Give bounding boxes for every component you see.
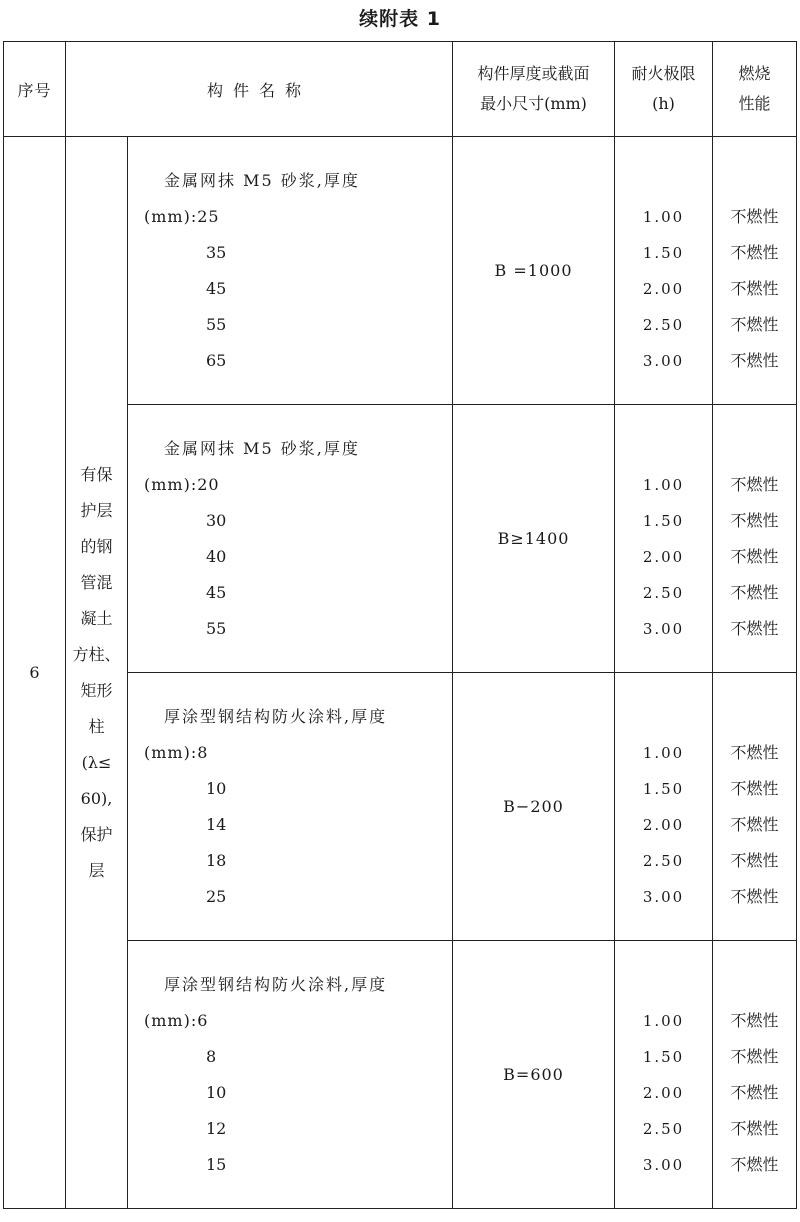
burn-value: 不燃性: [730, 582, 779, 602]
component-name: [128, 405, 453, 673]
min-dimension: B=600: [453, 941, 615, 1209]
fire-limit-value: 2.50: [642, 851, 685, 870]
thickness-line: [128, 1003, 452, 1039]
burn-value: 不燃性: [730, 1118, 779, 1138]
header-seq: 序号: [4, 42, 66, 137]
burn-performance: [713, 673, 797, 941]
thickness-value: 20: [197, 474, 220, 494]
thickness-line: [128, 307, 452, 343]
component-name: [128, 941, 453, 1209]
component-name: [128, 137, 453, 405]
thickness-value: 14: [206, 814, 227, 834]
thickness-line: [128, 879, 452, 915]
thickness-line: [128, 1039, 452, 1075]
fire-limit-value: 1.50: [642, 511, 685, 530]
thickness-value: 25: [197, 206, 220, 226]
thickness-prefix: (mm):: [144, 742, 198, 762]
thickness-prefix: (mm):: [144, 474, 198, 494]
thickness-value: 10: [206, 1082, 227, 1102]
fire-limit-value: 2.00: [642, 1083, 685, 1102]
thickness-line: [128, 539, 452, 575]
burn-performance: [713, 137, 797, 405]
burn-value: 不燃性: [730, 474, 779, 494]
burn-value: 不燃性: [730, 814, 779, 834]
fire-limit-value: 2.00: [642, 815, 685, 834]
burn-value: 不燃性: [730, 1154, 779, 1174]
thickness-line: [128, 1075, 452, 1111]
thickness-line: [128, 467, 452, 503]
row-seq: 6: [4, 137, 66, 1209]
thickness-line: [128, 1147, 452, 1183]
thickness-value: 55: [206, 618, 227, 638]
fire-limits: [615, 137, 713, 405]
fire-limits: [615, 673, 713, 941]
header-name: 构件名称: [66, 42, 453, 137]
component-name-line: 厚涂型钢结构防火涂料,厚度: [164, 706, 388, 726]
header-burn-line1: 燃烧: [738, 64, 771, 83]
fire-limit-value: 1.50: [642, 243, 685, 262]
burn-value: 不燃性: [730, 510, 779, 530]
thickness-value: 45: [206, 278, 227, 298]
thickness-line: [128, 611, 452, 647]
thickness-value: 45: [206, 582, 227, 602]
category-line: 护层: [80, 500, 113, 520]
category-line: 管混: [80, 572, 113, 592]
category-line: 柱: [88, 716, 105, 736]
burn-value: 不燃性: [730, 742, 779, 762]
fire-limit-value: 2.50: [642, 1119, 685, 1138]
thickness-value: 10: [206, 778, 227, 798]
burn-value: 不燃性: [730, 206, 779, 226]
category-line: 的钢: [80, 536, 113, 556]
fire-limit-value: 1.00: [642, 475, 685, 494]
thickness-value: 30: [206, 510, 227, 530]
category-line: 保护: [80, 824, 113, 844]
category-line: 有保: [80, 464, 113, 484]
fire-limit-value: 2.00: [642, 279, 685, 298]
fire-limit-value: 1.00: [642, 743, 685, 762]
table-title: 续附表 1: [359, 8, 441, 30]
burn-value: 不燃性: [730, 314, 779, 334]
header-burn-line2: 性能: [738, 94, 771, 113]
thickness-prefix: (mm):: [144, 206, 198, 226]
component-name: [128, 673, 453, 941]
burn-value: 不燃性: [730, 278, 779, 298]
fire-limit-value: 3.00: [642, 619, 685, 638]
header-size: [453, 42, 615, 137]
thickness-line: [128, 843, 452, 879]
header-row: [4, 42, 797, 137]
thickness-line: [128, 199, 452, 235]
thickness-value: 25: [206, 886, 227, 906]
thickness-line: [128, 575, 452, 611]
thickness-line: [128, 235, 452, 271]
fire-limit-value: 2.00: [642, 547, 685, 566]
thickness-value: 65: [206, 350, 227, 370]
category-line: 凝土: [80, 608, 113, 628]
burn-value: 不燃性: [730, 778, 779, 798]
component-name-line: 金属网抹 M5 砂浆,厚度: [164, 438, 360, 458]
thickness-line: [128, 735, 452, 771]
fire-limit-value: 1.50: [642, 779, 685, 798]
burn-value: 不燃性: [730, 350, 779, 370]
thickness-prefix: (mm):: [144, 1010, 198, 1030]
burn-value: 不燃性: [730, 1010, 779, 1030]
burn-value: 不燃性: [730, 886, 779, 906]
fire-limits: [615, 405, 713, 673]
thickness-value: 18: [206, 850, 227, 870]
fire-limit-value: 1.00: [642, 1011, 685, 1030]
thickness-line: [128, 343, 452, 379]
category-name: [66, 137, 128, 1209]
category-line: 60),: [80, 788, 113, 808]
thickness-line: [128, 271, 452, 307]
thickness-value: 55: [206, 314, 227, 334]
header-size-line1: 构件厚度或截面: [477, 64, 590, 83]
burn-value: 不燃性: [730, 618, 779, 638]
component-name-line: 厚涂型钢结构防火涂料,厚度: [164, 974, 388, 994]
thickness-line: [128, 771, 452, 807]
min-dimension: B−200: [453, 673, 615, 941]
header-fire-line2: (h): [652, 94, 675, 113]
fire-limits: [615, 941, 713, 1209]
min-dimension: B≥1400: [453, 405, 615, 673]
thickness-line: [128, 503, 452, 539]
burn-performance: [713, 941, 797, 1209]
fire-limit-value: 2.50: [642, 583, 685, 602]
fire-limit-value: 3.00: [642, 1155, 685, 1174]
fire-limit-value: 2.50: [642, 315, 685, 334]
thickness-value: 40: [206, 546, 227, 566]
fire-limit-value: 3.00: [642, 351, 685, 370]
header-size-line2: 最小尺寸(mm): [480, 94, 587, 113]
burn-value: 不燃性: [730, 546, 779, 566]
thickness-value: 15: [206, 1154, 227, 1174]
thickness-line: [128, 807, 452, 843]
fire-limit-value: 1.50: [642, 1047, 685, 1066]
burn-value: 不燃性: [730, 242, 779, 262]
group-row: [4, 137, 797, 405]
burn-value: 不燃性: [730, 850, 779, 870]
category-line: (λ≤: [81, 752, 112, 772]
thickness-value: 12: [206, 1118, 227, 1138]
thickness-line: [128, 1111, 452, 1147]
component-name-line: 金属网抹 M5 砂浆,厚度: [164, 170, 360, 190]
burn-performance: [713, 405, 797, 673]
category-line: 方柱、: [72, 644, 121, 664]
min-dimension: B =1000: [453, 137, 615, 405]
burn-value: 不燃性: [730, 1046, 779, 1066]
fire-limit-value: 3.00: [642, 887, 685, 906]
burn-value: 不燃性: [730, 1082, 779, 1102]
thickness-value: 6: [197, 1010, 209, 1030]
header-fire-limit: [615, 42, 713, 137]
category-line: 层: [88, 860, 105, 880]
header-fire-line1: 耐火极限: [631, 64, 696, 83]
thickness-value: 8: [206, 1046, 217, 1066]
thickness-value: 35: [206, 242, 227, 262]
category-line: 矩形: [80, 680, 113, 700]
fire-resistance-table: [3, 41, 797, 1209]
fire-limit-value: 1.00: [642, 207, 685, 226]
thickness-value: 8: [197, 742, 209, 762]
header-burn: [713, 42, 797, 137]
